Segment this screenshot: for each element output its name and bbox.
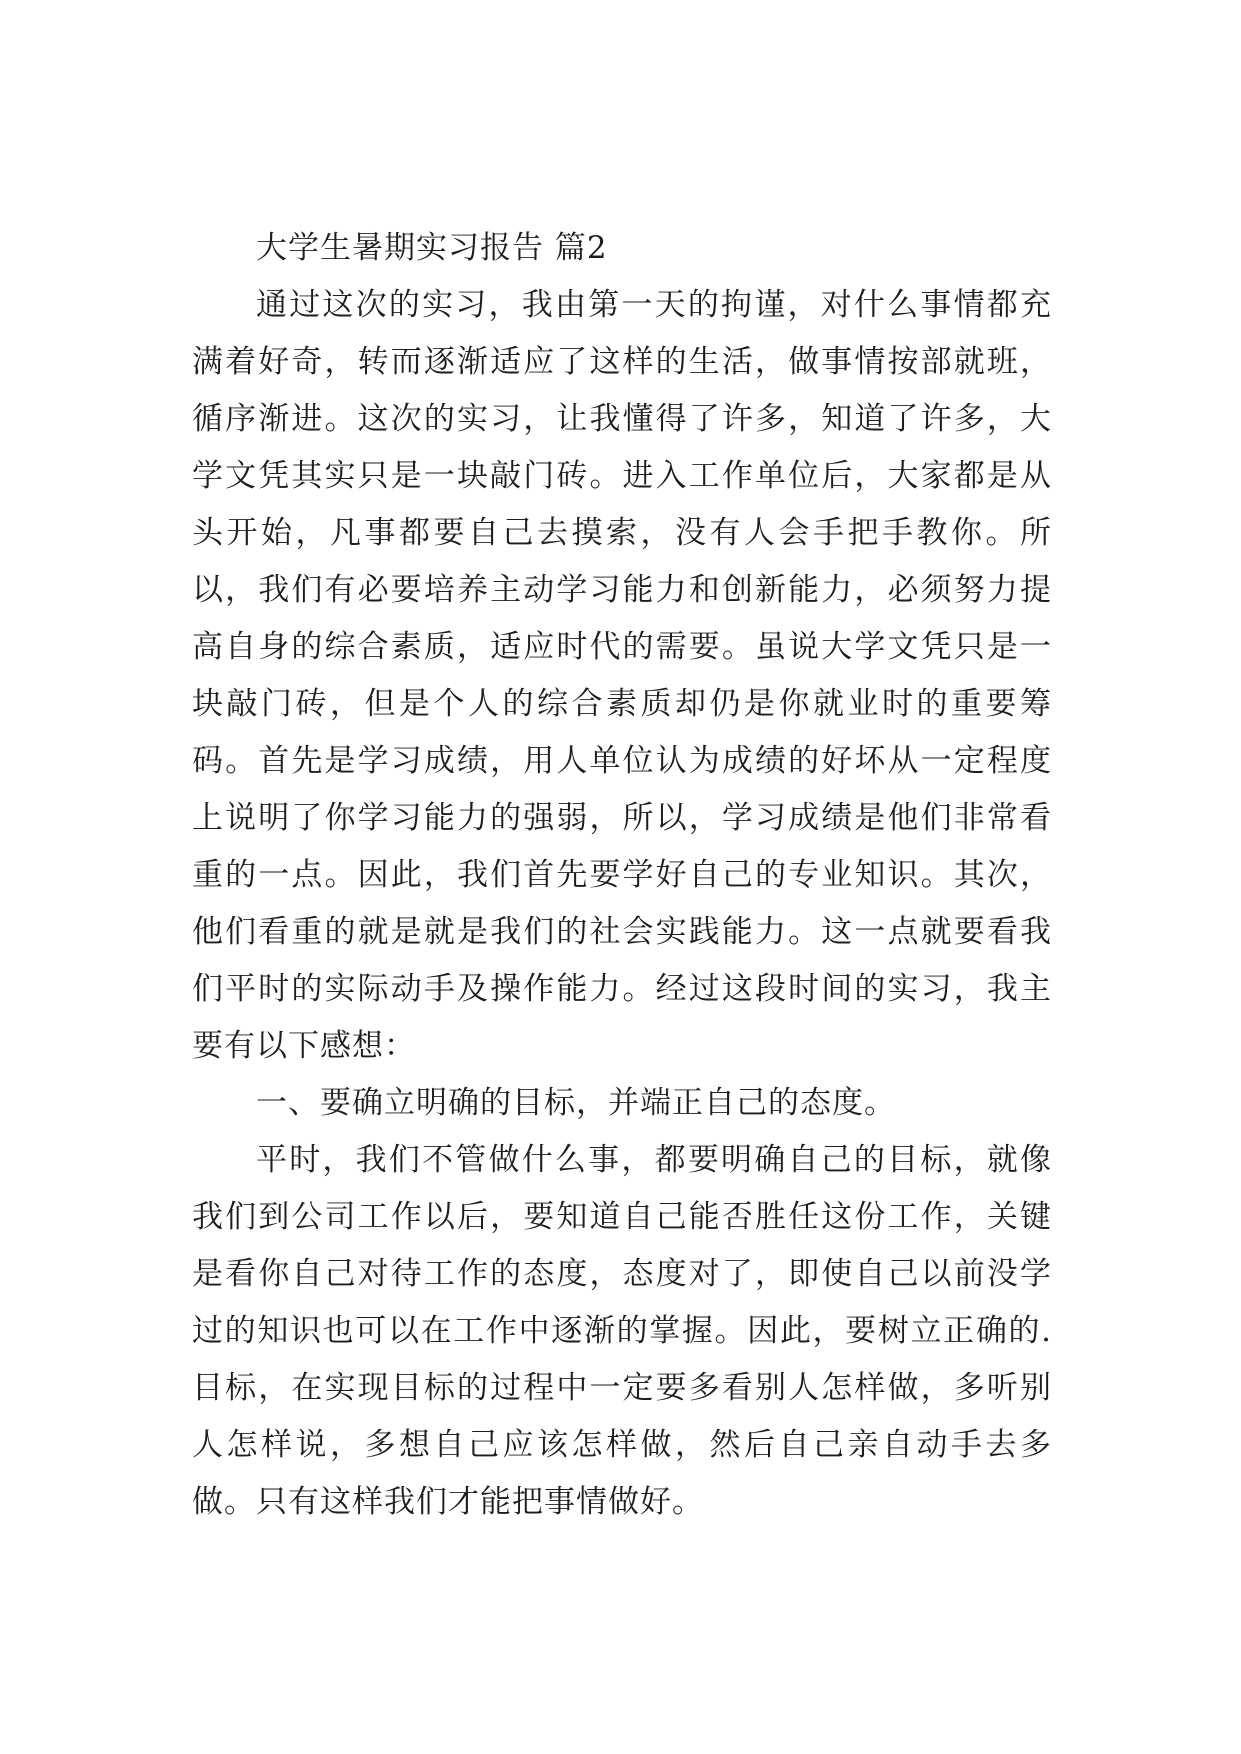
paragraph-internship-reflection: 通过这次的实习，我由第一天的拘谨，对什么事情都充满着好奇，转而逐渐适应了这样的生活，做事情按部就班，循序渐进。这次的实习，让我懂得了许多，知道了许多，大学文凭其实只是一块敲门砖。进入工作单位后，大家都是从头开始，凡事都要自己去摸索，没有人会手把手教你。所以，我们有必要培养主动学习能力和创新能力，必须努力提高自身的综合素质，适应时代的需要。虽说大学文凭只是一块敲门砖，但是个人的综合素质却仍是你就业时的重要筹码。首先是学习成绩，用人单位认为成绩的好坏从一定程度上说明了你学习能力的强弱，所以，学习成绩是他们非常看重的一点。因此，我们首先要学好自己的专业知识。其次，他们看重的就是就是我们的社会实践能力。这一点就要看我们平时的实际动手及操作能力。经过这段时间的实习，我主要有以下感想： <box>192 287 1052 1064</box>
document-body <box>192 220 1052 1531</box>
paragraph-point-one-body: 平时，我们不管做什么事，都要明确自己的目标，就像我们到公司工作以后，要知道自己能否胜任这份工作，关键是看你自己对待工作的态度，态度对了，即使自己以前没学过的知识也可以在工作中逐渐的掌握。因此，要树立正确的.目标，在实现目标的过程中一定要多看别人怎样做，多听别人怎样说，多想自己应该怎样做，然后自己亲自动手去多做。只有这样我们才能把事情做好。 <box>192 1142 1052 1520</box>
paragraph-point-one-title: 一、要确立明确的目标，并端正自己的态度。 <box>256 1085 896 1121</box>
section-heading: 大学生暑期实习报告 篇2 <box>256 230 608 266</box>
